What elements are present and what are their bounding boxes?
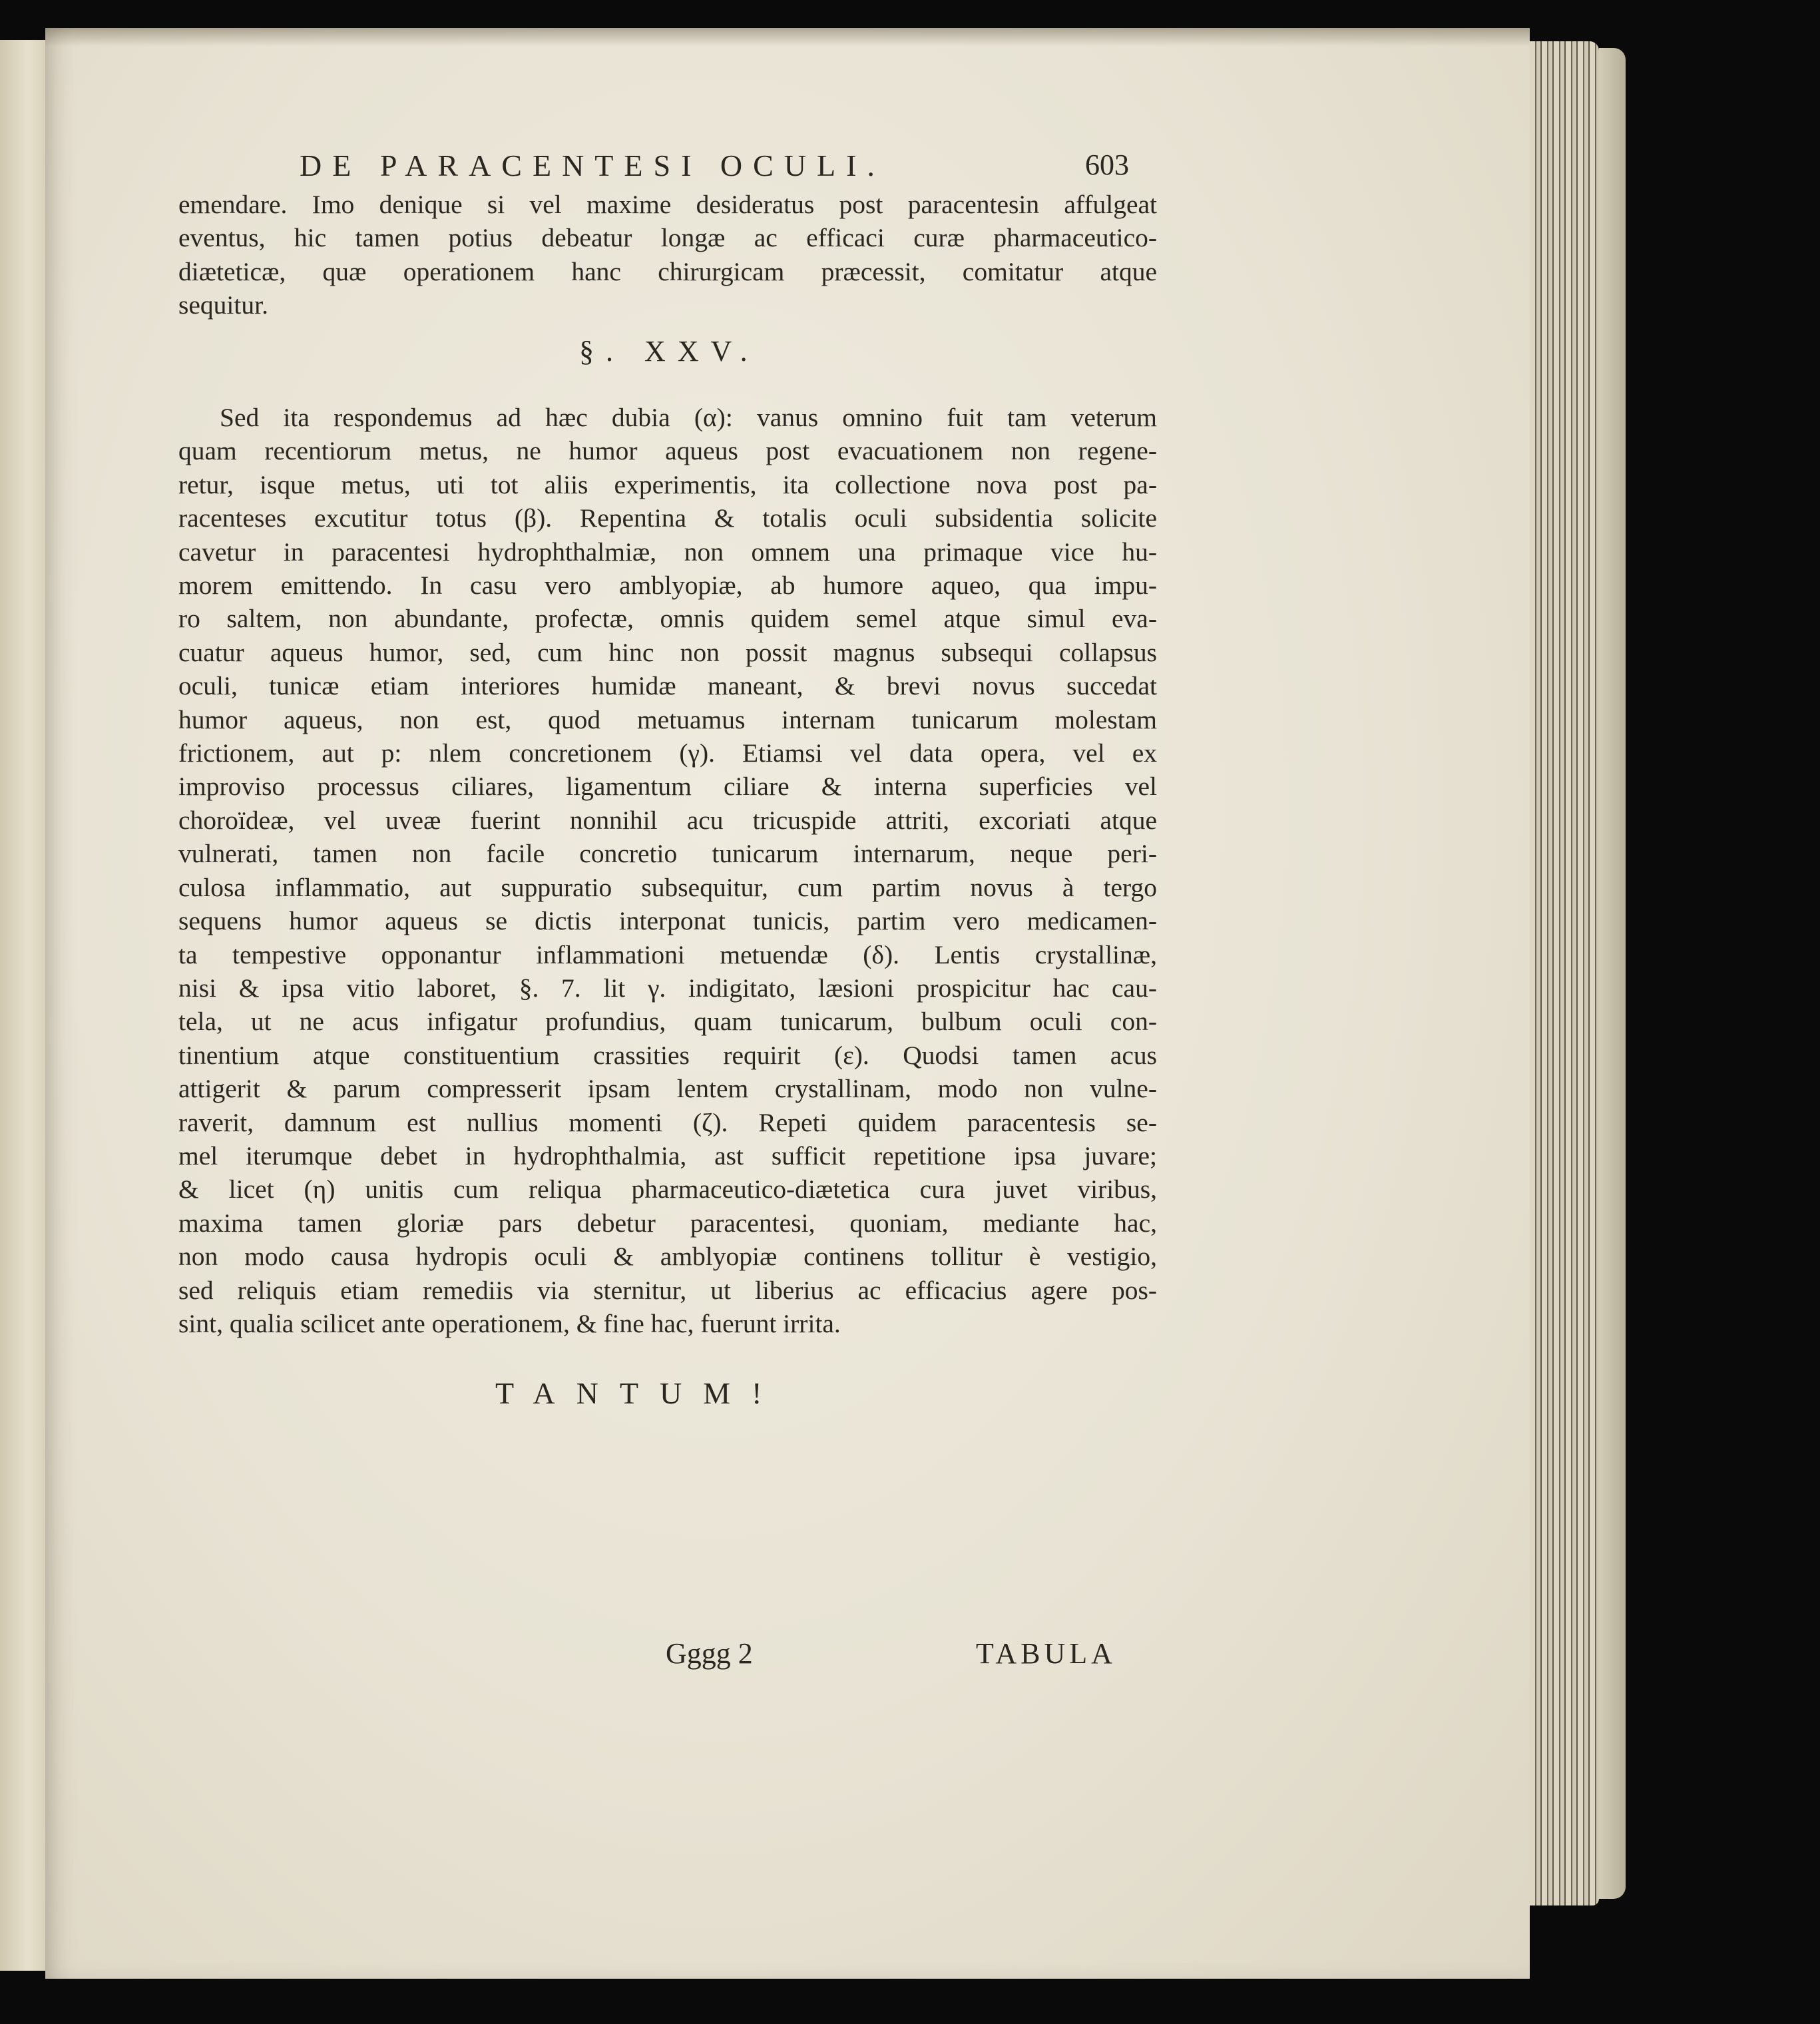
page-fore-edges <box>1524 41 1599 1905</box>
text-line: sequitur. <box>178 290 268 320</box>
text-line: quam recentiorum metus, ne humor aqueus post evacuationem non regene- <box>178 436 1157 466</box>
closing-word: TANTUM! <box>495 1376 784 1410</box>
signature-mark: Gggg 2 <box>666 1637 753 1670</box>
text-line: humor aqueus, non est, quod metuamus internam tunicarum molestam <box>178 704 1157 734</box>
page-number: 603 <box>1085 148 1129 181</box>
text-line: frictionem, aut p: nlem concretionem (γ). Etiamsi vel data opera, vel ex <box>178 738 1157 768</box>
text-line: ro saltem, non abundante, profectæ, omnis quidem semel atque simul eva- <box>178 604 1157 634</box>
text-line: cuatur aqueus humor, sed, cum hinc non possit magnus subsequi collapsus <box>178 637 1157 667</box>
text-line: improviso processus ciliares, ligamentum ciliare & interna superficies vel <box>178 772 1157 802</box>
text-line: tinentium atque constituentium crassities requirit (ε). Quodsi tamen acus <box>178 1040 1157 1070</box>
running-head: DE PARACENTESI OCULI. <box>300 148 885 182</box>
paragraph-2 <box>178 401 1157 1340</box>
text-line: raverit, damnum est nullius momenti (ζ). Repeti quidem paracentesis se- <box>178 1107 1157 1137</box>
text-line: eventus, hic tamen potius debeatur longæ ac efficaci curæ pharmaceutico- <box>178 223 1157 253</box>
text-line: tela, ut ne acus infigatur profundius, quam tunicarum, bulbum oculi con- <box>178 1007 1157 1037</box>
paragraph-1 <box>178 188 1157 322</box>
text-line: oculi, tunicæ etiam interiores humidæ maneant, & brevi novus succedat <box>178 671 1157 701</box>
text-line: choroïdeæ, vel uveæ fuerint nonnihil acu tricuspide attriti, excoriati atque <box>178 805 1157 835</box>
text-line: & licet (η) unitis cum reliqua pharmaceutico-diætetica cura juvet viribus, <box>178 1174 1157 1204</box>
text-line: nisi & ipsa vitio laboret, §. 7. lit γ. indigitato, læsioni prospicitur hac cau- <box>178 973 1157 1003</box>
text-line: cavetur in paracentesi hydrophthalmiæ, non omnem una primaque vice hu- <box>178 537 1157 567</box>
text-line: morem emittendo. In casu vero amblyopiæ, ab humore aqueo, qua impu- <box>178 571 1157 601</box>
text-line: ta tempestive opponantur inflammationi metuendæ (δ). Lentis crystallinæ, <box>178 939 1157 969</box>
section-heading: §. XXV. <box>579 335 760 368</box>
text-line: Sed ita respondemus ad hæc dubia (α): vanus omnino fuit tam veterum <box>220 403 1157 432</box>
text-line: racenteses excutitur totus (β). Repentina & totalis oculi subsidentia solicite <box>178 503 1157 533</box>
text-line: retur, isque metus, uti tot aliis experimentis, ita collectione nova post pa- <box>178 469 1157 499</box>
text-line: sequens humor aqueus se dictis interponat tunicis, partim vero medicamen- <box>178 906 1157 936</box>
catchword: TABULA <box>976 1637 1116 1670</box>
facing-page-edge <box>0 40 49 1971</box>
text-line: sed reliquis etiam remediis via sternitur, ut liberius ac efficacius agere pos- <box>178 1275 1157 1305</box>
text-line: vulnerati, tamen non facile concretio tunicarum internarum, neque peri- <box>178 839 1157 869</box>
text-line: diæteticæ, quæ operationem hanc chirurgicam præcessit, comitatur atque <box>178 256 1157 286</box>
text-line: sint, qualia scilicet ante operationem, & fine hac, fuerunt irrita. <box>178 1308 841 1338</box>
text-line: mel iterumque debet in hydrophthalmia, ast sufficit repetitione ipsa juvare; <box>178 1140 1157 1170</box>
text-line: maxima tamen gloriæ pars debetur paracentesi, quoniam, mediante hac, <box>178 1208 1157 1238</box>
text-line: non modo causa hydropis oculi & amblyopiæ continens tollitur è vestigio, <box>178 1242 1157 1272</box>
text-line: emendare. Imo denique si vel maxime desideratus post paracentesin affulgeat <box>178 190 1157 219</box>
text-line: culosa inflammatio, aut suppuratio subsequitur, cum partim novus à tergo <box>178 872 1157 902</box>
text-line: attigerit & parum compresserit ipsam lentem crystallinam, modo non vulne- <box>178 1074 1157 1104</box>
page-top-shadow <box>45 28 1530 47</box>
